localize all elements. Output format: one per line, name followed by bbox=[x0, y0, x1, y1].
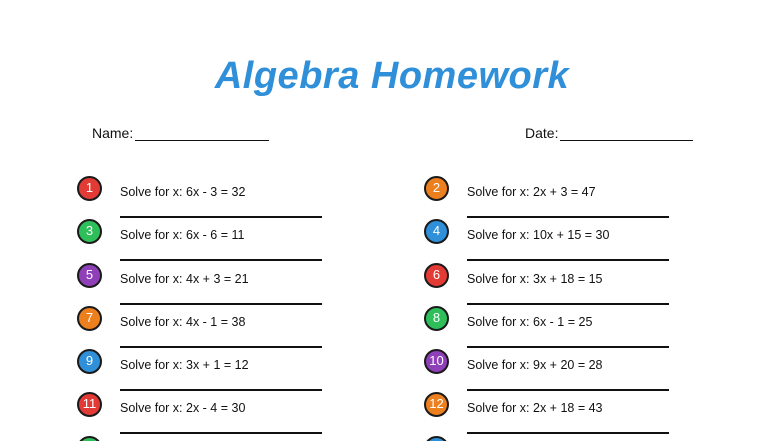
problem-text: Solve for x: 3x + 18 = 15 bbox=[467, 271, 603, 286]
problem-item bbox=[424, 263, 724, 306]
problem-text: Solve for x: 9x + 20 = 28 bbox=[467, 358, 603, 373]
problem-text: Solve for x: 2x - 4 = 30 bbox=[120, 401, 246, 416]
answer-line bbox=[467, 389, 669, 391]
problem-number-badge: 5 bbox=[77, 263, 102, 288]
date-blank-line bbox=[560, 126, 693, 141]
name-label: Name: bbox=[92, 125, 134, 141]
problem-text: Solve for x: 10x + 15 = 30 bbox=[467, 228, 610, 243]
answer-line bbox=[120, 216, 322, 218]
problem-number-badge: 7 bbox=[77, 306, 102, 331]
problem-number-badge: 2 bbox=[424, 176, 449, 201]
name-blank-line bbox=[135, 126, 269, 141]
problem-number-badge: 3 bbox=[77, 219, 102, 244]
problem-item-partial bbox=[424, 436, 724, 441]
answer-line bbox=[120, 346, 322, 348]
problem-number-badge: 12 bbox=[424, 392, 449, 417]
problem-item bbox=[77, 219, 377, 262]
problem-item bbox=[77, 263, 377, 306]
name-field bbox=[92, 125, 269, 141]
problem-item bbox=[77, 176, 377, 219]
problem-item bbox=[77, 392, 377, 435]
problem-text: Solve for x: 4x + 3 = 21 bbox=[120, 271, 249, 286]
problem-item bbox=[424, 306, 724, 349]
problem-item bbox=[424, 176, 724, 219]
problem-item-partial bbox=[77, 436, 377, 441]
answer-line bbox=[467, 432, 669, 434]
problem-number-badge: 1 bbox=[77, 176, 102, 201]
problem-item bbox=[424, 219, 724, 262]
problem-number-badge: 10 bbox=[424, 349, 449, 374]
problems-right-column bbox=[424, 176, 724, 441]
problem-text: Solve for x: 2x + 18 = 43 bbox=[467, 401, 603, 416]
answer-line bbox=[467, 346, 669, 348]
answer-line bbox=[120, 303, 322, 305]
problem-number-badge: 9 bbox=[77, 349, 102, 374]
answer-line bbox=[120, 432, 322, 434]
answer-line bbox=[467, 303, 669, 305]
problem-item bbox=[77, 306, 377, 349]
problems-left-column bbox=[77, 176, 377, 441]
problem-text: Solve for x: 6x - 6 = 11 bbox=[120, 228, 245, 243]
problem-number-badge: 6 bbox=[424, 263, 449, 288]
problem-item bbox=[424, 392, 724, 435]
problem-text: Solve for x: 3x + 1 = 12 bbox=[120, 358, 249, 373]
problem-text: Solve for x: 4x - 1 = 38 bbox=[120, 314, 246, 329]
date-field bbox=[525, 125, 693, 141]
problem-number-badge: 8 bbox=[424, 306, 449, 331]
date-label: Date: bbox=[525, 125, 559, 141]
problem-item bbox=[424, 349, 724, 392]
problem-number-badge: 11 bbox=[77, 392, 102, 417]
problem-text: Solve for x: 6x - 3 = 32 bbox=[120, 185, 246, 199]
problem-item bbox=[77, 349, 377, 392]
answer-line bbox=[467, 259, 669, 261]
problem-number-badge: 4 bbox=[424, 219, 449, 244]
answer-line bbox=[120, 259, 322, 261]
problem-text: Solve for x: 2x + 3 = 47 bbox=[467, 185, 596, 199]
answer-line bbox=[467, 216, 669, 218]
problem-text: Solve for x: 6x - 1 = 25 bbox=[467, 314, 593, 329]
answer-line bbox=[120, 389, 322, 391]
worksheet-title: Algebra Homework bbox=[214, 55, 570, 97]
problem-number-badge-partial bbox=[77, 436, 102, 441]
problem-number-badge-partial bbox=[424, 436, 449, 441]
